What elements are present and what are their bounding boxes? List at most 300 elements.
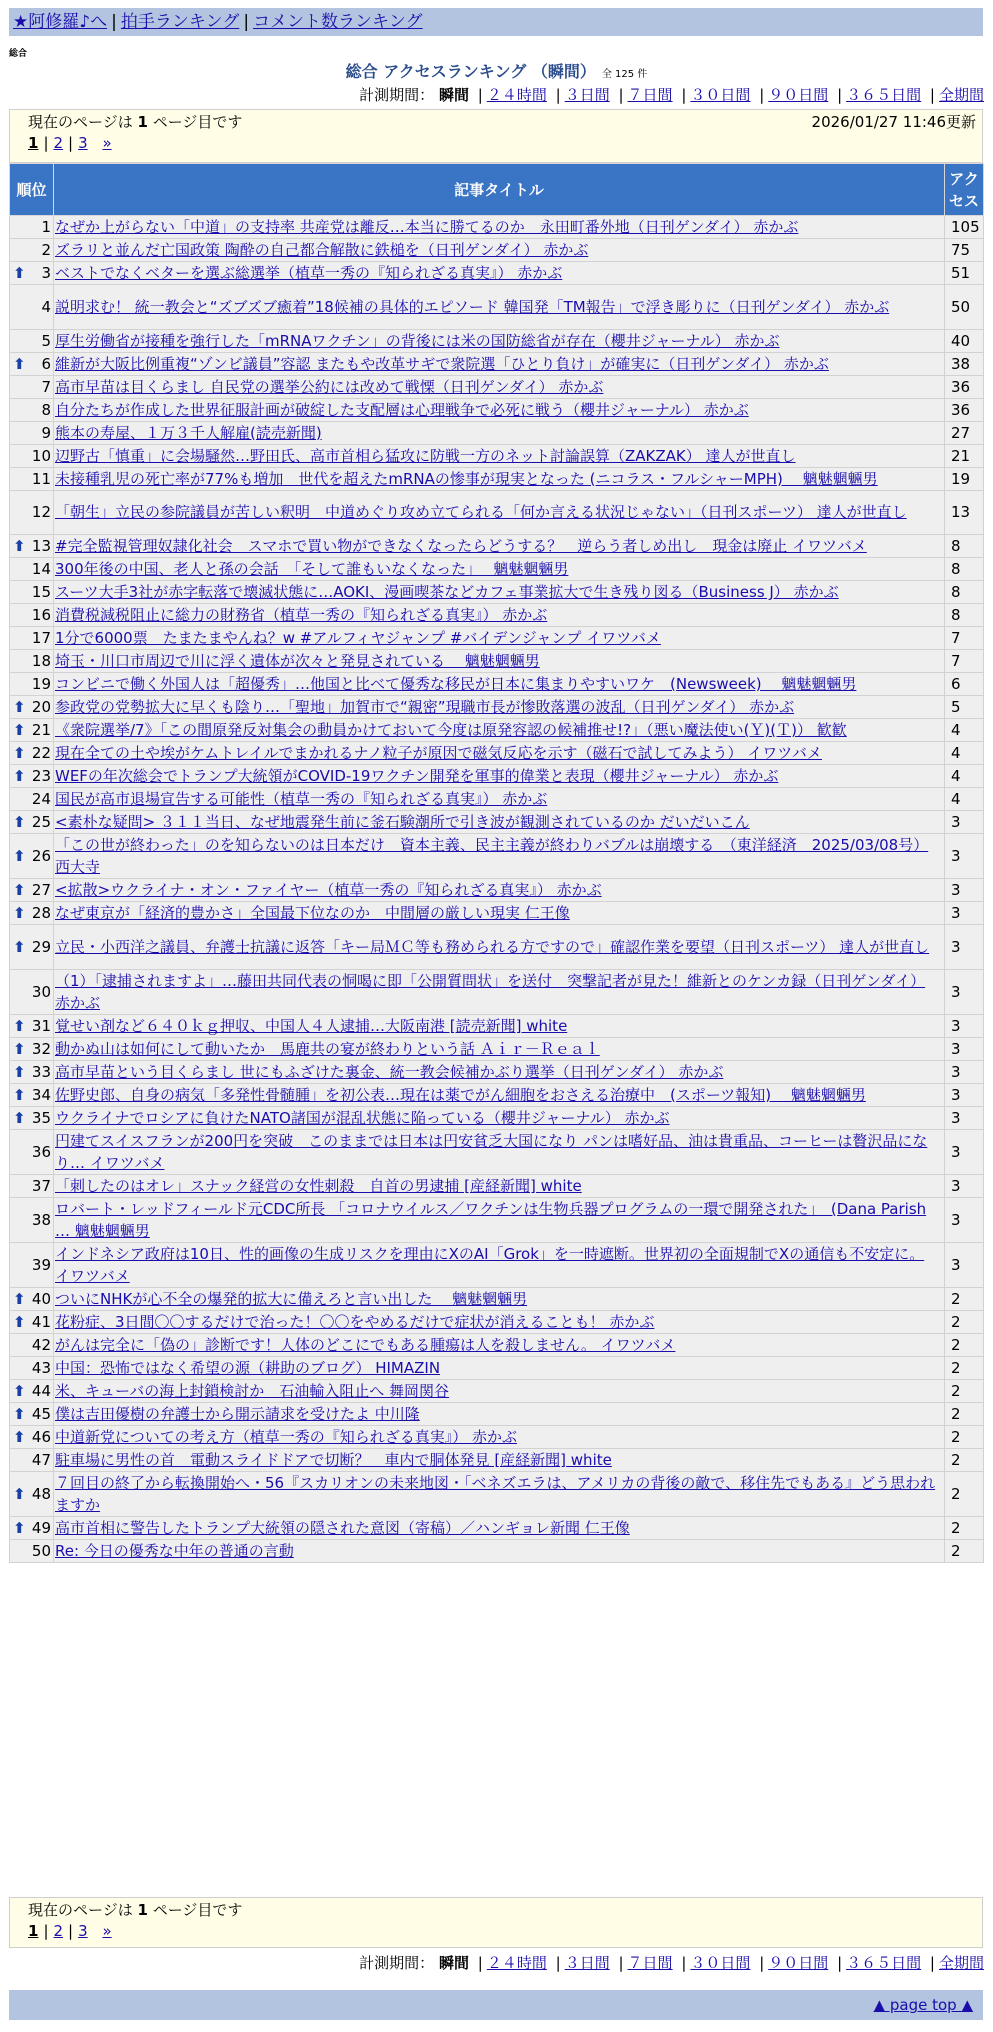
article-title-link[interactable]: ついにNHKが心不全の爆発的拡大に備えろと言い出した 魑魅魍魎男 bbox=[55, 1289, 528, 1308]
rank-number: 44 bbox=[31, 1381, 51, 1400]
page-2-link[interactable]: 2 bbox=[53, 134, 64, 152]
table-row bbox=[10, 1129, 984, 1174]
article-title-link[interactable]: <素朴な疑問> ３１１当日、なぜ地震発生前に釜石験潮所で引き波が観測されているのか だいだいこん bbox=[55, 813, 750, 832]
period-current: 瞬間 bbox=[438, 86, 469, 104]
access-count: 105 bbox=[945, 216, 984, 239]
rank-cell bbox=[10, 216, 54, 239]
article-title-link[interactable]: ズラリと並んだ亡国政策 陶酔の自己都合解散に鉄槌を（日刊ゲンダイ） 赤かぶ bbox=[55, 241, 589, 259]
period-24h-link[interactable]: ２４時間 bbox=[486, 1954, 547, 1972]
period-30d-link[interactable]: ３０日間 bbox=[690, 86, 751, 104]
table-row bbox=[10, 969, 984, 1014]
article-title-link[interactable]: 佐野史郎、自身の病気「多発性骨髄腫」を初公表…現在は薬でがん細胞をおさえる治療中 (スポーツ報知) 魑魅魍魎男 bbox=[55, 1085, 866, 1104]
title-cell bbox=[54, 902, 945, 925]
article-title-link[interactable]: 動かぬ山は如何にして動いたか 馬鹿共の宴が終わりという話 Ａｉｒ－Ｒｅａｌ bbox=[55, 1039, 600, 1058]
rank-number: 31 bbox=[31, 1016, 51, 1035]
title-cell bbox=[54, 1242, 945, 1287]
article-title-link[interactable]: 《衆院選挙/7》「この間原発反対集会の動員かけておいて今度は原発容認の候補推せ!?」（悪い魔法使い(Ｙ)(Ｔ)） 歓歓 bbox=[55, 721, 847, 740]
article-title-link[interactable]: なぜか上がらない「中道」の支持率 共産党は離反…本当に勝てるのか 永田町番外地（日刊ゲンダイ） 赤かぶ bbox=[55, 218, 799, 236]
article-title-link[interactable]: がんは完全に「偽の」診断です！人体のどこにでもある腫瘍は人を殺しません。 イワツバメ bbox=[55, 1335, 676, 1354]
access-count: 2 bbox=[945, 1310, 984, 1333]
title-cell bbox=[54, 719, 945, 742]
asyura-home-link[interactable]: ★阿修羅♪へ bbox=[13, 12, 108, 32]
access-count: 2 bbox=[945, 1516, 984, 1539]
access-count: 3 bbox=[945, 1014, 984, 1037]
page-title-text: 総合 アクセスランキング （瞬間） bbox=[345, 62, 596, 81]
rank-number: 27 bbox=[31, 881, 51, 900]
rank-number: 26 bbox=[31, 847, 51, 866]
rank-cell bbox=[10, 696, 54, 719]
table-row bbox=[10, 1425, 984, 1448]
article-title-link[interactable]: 覚せい剤など６４０ｋｇ押収、中国人４人逮捕…大阪南港 [読売新聞] white bbox=[55, 1016, 568, 1035]
rank-up-arrow-icon: ⬆ bbox=[13, 1016, 26, 1035]
pager-status: 現在のページは 1 ページ目です bbox=[28, 113, 243, 131]
table-row bbox=[10, 444, 984, 467]
article-title-link[interactable]: インドネシア政府は10日、性的画像の生成リスクを理由にXのAI「Grok」を一時遮断。世界初の全面規制でXの通信も不安定に。 イワツバメ bbox=[55, 1244, 925, 1285]
pager-top bbox=[9, 109, 983, 163]
rank-number: 16 bbox=[31, 606, 51, 625]
access-count: 3 bbox=[945, 969, 984, 1014]
rank-up-arrow-icon: ⬆ bbox=[13, 721, 26, 740]
table-row bbox=[10, 1037, 984, 1060]
period-label: 計測期間： bbox=[359, 86, 435, 104]
period-365d-link[interactable]: ３６５日間 bbox=[846, 1954, 922, 1972]
rank-cell bbox=[10, 1471, 54, 1516]
title-cell bbox=[54, 1539, 945, 1562]
title-cell bbox=[54, 673, 945, 696]
updated-timestamp: 2026/01/27 11:46更新 bbox=[811, 113, 976, 131]
table-row bbox=[10, 1014, 984, 1037]
access-count: 3 bbox=[945, 1174, 984, 1197]
title-cell bbox=[54, 1287, 945, 1310]
rank-number: 7 bbox=[41, 377, 51, 396]
rank-number: 35 bbox=[31, 1108, 51, 1127]
nav-separator: | bbox=[243, 12, 250, 32]
access-count: 36 bbox=[945, 398, 984, 421]
table-row bbox=[10, 216, 984, 239]
page-current: 1 bbox=[28, 134, 39, 152]
rank-up-arrow-icon: ⬆ bbox=[13, 1484, 26, 1503]
article-title-link[interactable]: スーツ大手3社が赤字転落で壊滅状態に…AOKI、漫画喫茶などカフェ事業拡大で生き残り図る（Business J） 赤かぶ bbox=[55, 583, 839, 602]
rank-number: 10 bbox=[31, 446, 51, 465]
article-title-link[interactable]: <拡散>ウクライナ・オン・ファイヤー（植草一秀の『知られざる真実』） 赤かぶ bbox=[55, 881, 602, 900]
access-count: 3 bbox=[945, 902, 984, 925]
table-row bbox=[10, 902, 984, 925]
title-cell bbox=[54, 1174, 945, 1197]
title-cell bbox=[54, 398, 945, 421]
table-row bbox=[10, 1333, 984, 1356]
table-row bbox=[10, 1539, 984, 1562]
table-row bbox=[10, 1060, 984, 1083]
title-cell bbox=[54, 925, 945, 970]
header-title: 記事タイトル bbox=[54, 164, 945, 216]
rank-number: 2 bbox=[41, 241, 51, 259]
title-cell bbox=[54, 1129, 945, 1174]
rank-cell bbox=[10, 1539, 54, 1562]
article-title-link[interactable]: 高市早苗は目くらまし 自民党の選挙公約には改めて戦慄（日刊ゲンダイ） 赤かぶ bbox=[55, 377, 604, 396]
access-count: 8 bbox=[945, 535, 984, 558]
access-count: 4 bbox=[945, 765, 984, 788]
period-3d-link[interactable]: ３日間 bbox=[564, 1954, 610, 1972]
period-90d-link[interactable]: ９０日間 bbox=[768, 1954, 829, 1972]
article-title-link[interactable]: 消費税減税阻止に総力の財務省（植草一秀の『知られざる真実』） 赤かぶ bbox=[55, 606, 548, 625]
table-row bbox=[10, 650, 984, 673]
page-3-link[interactable]: 3 bbox=[78, 1922, 88, 1940]
rank-number: 22 bbox=[31, 744, 51, 763]
access-count: 5 bbox=[945, 696, 984, 719]
article-title-link[interactable]: 自分たちが作成した世界征服計画が破綻した支配層は心理戦争で必死に戦う（櫻井ジャーナル） 赤かぶ bbox=[55, 400, 749, 419]
rank-cell bbox=[10, 1402, 54, 1425]
title-cell bbox=[54, 1448, 945, 1471]
rank-up-arrow-icon: ⬆ bbox=[13, 1427, 26, 1446]
title-cell bbox=[54, 581, 945, 604]
article-title-link[interactable]: #完全監視管理奴隷化社会 スマホで買い物ができなくなったらどうする？ 逆らう者しめ出し 現金は廃止 イワツバメ bbox=[55, 537, 867, 556]
title-cell bbox=[54, 969, 945, 1014]
rank-number: 5 bbox=[41, 331, 51, 350]
article-title-link[interactable]: 未接種乳児の死亡率が77%も増加 世代を超えたmRNAの惨事が現実となった (ニコラス・フルシャーMPH) 魑魅魍魎男 bbox=[55, 469, 878, 488]
table-row bbox=[10, 879, 984, 902]
article-title-link[interactable]: 熊本の寿屋、１万３千人解雇(読売新聞) bbox=[55, 423, 322, 442]
rank-cell bbox=[10, 765, 54, 788]
article-title-link[interactable]: ７回目の終了から転換開始へ・56『スカリオンの未来地図・「ベネズエラは、アメリカの背後の敵で、移住先でもある』どう思われますか bbox=[55, 1473, 936, 1514]
table-row bbox=[10, 1356, 984, 1379]
rank-cell bbox=[10, 1310, 54, 1333]
article-title-link[interactable]: 駐車場に男性の首 電動スライドドアで切断？ 車内で胴体発見 [産経新聞] white bbox=[55, 1450, 612, 1469]
period-all-link[interactable]: 全期間 bbox=[938, 86, 984, 104]
table-row bbox=[10, 398, 984, 421]
access-count: 3 bbox=[945, 1060, 984, 1083]
table-row bbox=[10, 1448, 984, 1471]
title-cell bbox=[54, 1106, 945, 1129]
access-count: 2 bbox=[945, 1333, 984, 1356]
rank-up-arrow-icon: ⬆ bbox=[13, 1312, 26, 1331]
article-title-link[interactable]: 高市早苗という目くらまし 世にもふざけた裏金、統一教会候補かぶり選挙（日刊ゲンダイ） 赤かぶ bbox=[55, 1062, 724, 1081]
rank-number: 41 bbox=[31, 1312, 51, 1331]
page-3-link[interactable]: 3 bbox=[78, 134, 88, 152]
title-cell bbox=[54, 765, 945, 788]
access-count: 75 bbox=[945, 239, 984, 262]
access-count: 2 bbox=[945, 1539, 984, 1562]
rank-cell bbox=[10, 490, 54, 535]
rank-cell bbox=[10, 398, 54, 421]
rank-up-arrow-icon: ⬆ bbox=[13, 1404, 26, 1423]
article-title-link[interactable]: 中国：恐怖ではなく希望の源（耕助のブログ） HIMAZIN bbox=[55, 1358, 441, 1377]
rank-cell bbox=[10, 1448, 54, 1471]
rank-up-arrow-icon: ⬆ bbox=[13, 1085, 26, 1104]
page-current: 1 bbox=[28, 1922, 39, 1940]
title-cell bbox=[54, 467, 945, 490]
rank-cell bbox=[10, 650, 54, 673]
article-title-link[interactable]: ロバート・レッドフィールド元CDC所長 「コロナウイルス／ワクチンは生物兵器プログラムの一環で開発された」 (Dana Parish … 魑魅魍魎男 bbox=[55, 1199, 927, 1240]
rank-cell bbox=[10, 1060, 54, 1083]
rank-cell bbox=[10, 1083, 54, 1106]
rank-number: 19 bbox=[31, 675, 51, 694]
access-count: 3 bbox=[945, 834, 984, 879]
page-next-link[interactable]: » bbox=[102, 134, 112, 152]
article-title-link[interactable]: 「この世が終わった」のを知らないのは日本だけ 資本主義、民主主義が終わりバブルは崩壊する （東洋経済 2025/03/08号） 西大寺 bbox=[55, 836, 929, 877]
period-selector-top: 計測期間： 瞬間 | ２４時間 | ３日間 | ７日間 | ３０日間 | ９０日間 | ３６５日間 | 全期間 bbox=[359, 86, 984, 104]
rank-number: 4 bbox=[41, 297, 51, 316]
table-row bbox=[10, 490, 984, 535]
title-cell bbox=[54, 834, 945, 879]
article-title-link[interactable]: 中道新党についての考え方（植草一秀の『知られざる真実』） 赤かぶ bbox=[55, 1427, 517, 1446]
table-row bbox=[10, 765, 984, 788]
rank-number: 1 bbox=[41, 218, 51, 236]
article-title-link[interactable]: 埼玉・川口市周辺で川に浮く遺体が次々と発見されている 魑魅魍魎男 bbox=[55, 652, 540, 671]
access-count: 2 bbox=[945, 1356, 984, 1379]
title-cell bbox=[54, 604, 945, 627]
rank-cell bbox=[10, 1425, 54, 1448]
title-cell bbox=[54, 535, 945, 558]
rank-number: 3 bbox=[41, 264, 51, 282]
table-row bbox=[10, 1083, 984, 1106]
table-header-row bbox=[10, 164, 984, 216]
access-count: 2 bbox=[945, 1379, 984, 1402]
page-next-link[interactable]: » bbox=[102, 1922, 112, 1940]
rank-up-arrow-icon: ⬆ bbox=[13, 767, 26, 786]
rank-cell bbox=[10, 788, 54, 811]
table-row bbox=[10, 581, 984, 604]
title-cell bbox=[54, 352, 945, 375]
title-cell bbox=[54, 1516, 945, 1539]
table-row bbox=[10, 1106, 984, 1129]
title-cell bbox=[54, 811, 945, 834]
article-title-link[interactable]: 300年後の中国、老人と孫の会話 「そして誰もいなくなった」 魑魅魍魎男 bbox=[55, 560, 569, 579]
table-row bbox=[10, 421, 984, 444]
rank-up-arrow-icon: ⬆ bbox=[13, 744, 26, 763]
rank-cell bbox=[10, 581, 54, 604]
rank-cell bbox=[10, 375, 54, 398]
rank-up-arrow-icon: ⬆ bbox=[13, 881, 26, 900]
rank-number: 12 bbox=[31, 503, 51, 522]
rank-cell bbox=[10, 239, 54, 262]
access-count: 8 bbox=[945, 558, 984, 581]
article-title-link[interactable]: 維新が大阪比例重複“ゾンビ議員”容認 またもや改革サギで衆院選「ひとり負け」が確実に（日刊ゲンダイ） 赤かぶ bbox=[55, 354, 829, 373]
table-row bbox=[10, 1242, 984, 1287]
title-cell bbox=[54, 239, 945, 262]
article-title-link[interactable]: 説明求む！ 統一教会と“ズブズブ癒着”18候補の具体的エピソード 韓国発「TM報告」で浮き彫りに（日刊ゲンダイ） 赤かぶ bbox=[55, 297, 890, 316]
article-title-link[interactable]: ウクライナでロシアに負けたNATO諸国が混乱状態に陥っている（櫻井ジャーナル） 赤かぶ bbox=[55, 1108, 670, 1127]
header-access: アクセス bbox=[945, 164, 984, 216]
table-row bbox=[10, 535, 984, 558]
article-title-link[interactable]: なぜ東京が「経済的豊かさ」全国最下位なのか 中間層の厳しい現実 仁王像 bbox=[55, 904, 570, 923]
rank-up-arrow-icon: ⬆ bbox=[13, 537, 26, 556]
rank-up-arrow-icon: ⬆ bbox=[13, 1062, 26, 1081]
top-nav-bar bbox=[9, 8, 983, 36]
title-cell bbox=[54, 490, 945, 535]
rank-number: 23 bbox=[31, 767, 51, 786]
title-cell bbox=[54, 1014, 945, 1037]
table-row bbox=[10, 1402, 984, 1425]
article-title-link[interactable]: （1）「逮捕されますよ」…藤田共同代表の恫喝に即「公開質問状」を送付 突撃記者が見た！維新とのケンカ録（日刊ゲンダイ） 赤かぶ bbox=[55, 971, 926, 1012]
rank-cell bbox=[10, 1174, 54, 1197]
rank-cell bbox=[10, 1014, 54, 1037]
title-cell bbox=[54, 1425, 945, 1448]
rank-cell bbox=[10, 969, 54, 1014]
rank-cell bbox=[10, 1356, 54, 1379]
access-count: 6 bbox=[945, 673, 984, 696]
rank-up-arrow-icon: ⬆ bbox=[13, 264, 26, 282]
rank-cell bbox=[10, 925, 54, 970]
table-row bbox=[10, 467, 984, 490]
rank-cell bbox=[10, 535, 54, 558]
rank-cell bbox=[10, 673, 54, 696]
access-count: 3 bbox=[945, 1197, 984, 1242]
article-title-link[interactable]: 国民が高市退場宣告する可能性（植草一秀の『知られざる真実』） 赤かぶ bbox=[55, 790, 548, 809]
article-title-link[interactable]: コンビニで働く外国人は「超優秀」…他国と比べて優秀な移民が日本に集まりやすいワケ (Newsweek) 魑魅魍魎男 bbox=[55, 675, 857, 694]
access-count: 36 bbox=[945, 375, 984, 398]
title-cell bbox=[54, 1037, 945, 1060]
table-row bbox=[10, 696, 984, 719]
access-count: 8 bbox=[945, 604, 984, 627]
rank-number: 21 bbox=[31, 721, 51, 740]
rank-number: 32 bbox=[31, 1039, 51, 1058]
rank-up-arrow-icon: ⬆ bbox=[13, 847, 26, 866]
article-title-link[interactable]: 立民・小西洋之議員、弁護士抗議に返答「キー局ＭＣ等も務められる方ですので」確認作業を要望（日刊スポーツ） 達人が世直し bbox=[55, 937, 930, 956]
rank-cell bbox=[10, 285, 54, 330]
title-cell bbox=[54, 1197, 945, 1242]
rank-cell bbox=[10, 879, 54, 902]
access-count: 4 bbox=[945, 742, 984, 765]
page-top-link[interactable]: ▲ page top ▲ bbox=[873, 1996, 973, 2014]
period-3d-link[interactable]: ３日間 bbox=[564, 86, 610, 104]
table-row bbox=[10, 262, 984, 285]
rank-cell bbox=[10, 1037, 54, 1060]
rank-number: 11 bbox=[31, 469, 51, 488]
rank-cell bbox=[10, 604, 54, 627]
access-count: 3 bbox=[945, 1083, 984, 1106]
title-cell bbox=[54, 1379, 945, 1402]
page-title bbox=[0, 62, 993, 85]
rank-cell bbox=[10, 834, 54, 879]
access-count: 27 bbox=[945, 421, 984, 444]
table-row bbox=[10, 1287, 984, 1310]
period-7d-link[interactable]: ７日間 bbox=[627, 86, 673, 104]
article-title-link[interactable]: 辺野古「慎重」に会場騒然…野田氏、高市首相ら猛攻に防戦一方のネット討論誤算（ZAKZAK） 達人が世直し bbox=[55, 446, 796, 465]
access-count: 2 bbox=[945, 1402, 984, 1425]
article-title-link[interactable]: 僕は吉田優樹の弁護士から開示請求を受けたよ 中川隆 bbox=[55, 1404, 420, 1423]
access-count: 2 bbox=[945, 1287, 984, 1310]
title-cell bbox=[54, 627, 945, 650]
rank-number: 14 bbox=[31, 560, 51, 579]
access-count: 3 bbox=[945, 1106, 984, 1129]
rank-number: 6 bbox=[41, 354, 51, 373]
rank-cell bbox=[10, 467, 54, 490]
article-title-link[interactable]: WEFの年次総会でトランプ大統領がCOVID-19ワクチン開発を軍事的偉業と表現（櫻井ジャーナル） 赤かぶ bbox=[55, 767, 779, 786]
rank-number: 9 bbox=[41, 423, 51, 442]
rank-number: 30 bbox=[31, 982, 51, 1001]
title-cell bbox=[54, 216, 945, 239]
rank-cell bbox=[10, 421, 54, 444]
header-rank: 順位 bbox=[10, 164, 54, 216]
access-count: 19 bbox=[945, 467, 984, 490]
article-title-link[interactable]: Re: 今日の優秀な中年の普通の言動 bbox=[55, 1541, 294, 1560]
table-row bbox=[10, 811, 984, 834]
article-title-link[interactable]: 米、キューバの海上封鎖検討か 石油輸入阻止へ 舞岡関谷 bbox=[55, 1381, 450, 1400]
rank-number: 29 bbox=[31, 937, 51, 956]
rank-number: 13 bbox=[31, 537, 51, 556]
rank-cell bbox=[10, 1333, 54, 1356]
title-cell bbox=[54, 696, 945, 719]
article-title-link[interactable]: ベストでなくベターを選ぶ総選挙（植草一秀の『知られざる真実』） 赤かぶ bbox=[55, 264, 563, 282]
rank-cell bbox=[10, 627, 54, 650]
rank-cell bbox=[10, 1129, 54, 1174]
title-cell bbox=[54, 558, 945, 581]
table-row bbox=[10, 788, 984, 811]
period-30d-link[interactable]: ３０日間 bbox=[690, 1954, 751, 1972]
access-count: 7 bbox=[945, 650, 984, 673]
article-title-link[interactable]: 厚生労働省が接種を強行した「mRNAワクチン」の背後には米の国防総省が存在（櫻井ジャーナル） 赤かぶ bbox=[55, 331, 780, 350]
rank-cell bbox=[10, 1516, 54, 1539]
table-row bbox=[10, 604, 984, 627]
rank-cell bbox=[10, 1242, 54, 1287]
rank-up-arrow-icon: ⬆ bbox=[13, 813, 26, 832]
article-title-link[interactable]: 参政党の党勢拡大に早くも陰り…「聖地」加賀市で“親密”現職市長が惨敗落選の波乱（日刊ゲンダイ） 赤かぶ bbox=[55, 698, 795, 717]
article-title-link[interactable]: 「朝生」立民の参院議員が苦しい釈明 中道めぐり攻め立てられる「何か言える状況じゃない」（日刊スポーツ） 達人が世直し bbox=[55, 503, 907, 522]
period-90d-link[interactable]: ９０日間 bbox=[768, 86, 829, 104]
article-title-link[interactable]: 1分で6000票 たまたまやんね？w #アルフィヤジャンプ #バイデンジャンプ イワツバメ bbox=[55, 629, 661, 648]
title-cell bbox=[54, 329, 945, 352]
table-row bbox=[10, 375, 984, 398]
table-row bbox=[10, 558, 984, 581]
footer-bar bbox=[9, 1990, 983, 2020]
table-row bbox=[10, 1516, 984, 1539]
table-row bbox=[10, 239, 984, 262]
pager-status: 現在のページは 1 ページ目です bbox=[28, 1901, 243, 1919]
rank-cell bbox=[10, 262, 54, 285]
table-row bbox=[10, 834, 984, 879]
access-count: 40 bbox=[945, 329, 984, 352]
title-cell bbox=[54, 1333, 945, 1356]
rank-number: 37 bbox=[31, 1176, 51, 1195]
pager-bottom bbox=[9, 1897, 983, 1948]
period-24h-link[interactable]: ２４時間 bbox=[486, 86, 547, 104]
table-row bbox=[10, 1174, 984, 1197]
article-title-link[interactable]: 高市首相に警告したトランプ大統領の隠された意図（寄稿）／ハンギョレ新聞 仁王像 bbox=[55, 1518, 630, 1537]
article-title-link[interactable]: 円建てスイスフランが200円を突破 このままでは日本は円安貧乏大国になり パンは嗜好品、油は貴重品、コーヒーは贅沢品になり… イワツバメ bbox=[55, 1131, 928, 1172]
title-cell bbox=[54, 650, 945, 673]
ranking-table bbox=[9, 163, 984, 1563]
title-cell bbox=[54, 285, 945, 330]
article-title-link[interactable]: 花粉症、3日間〇〇するだけで治った！〇〇をやめるだけで症状が消えることも！ 赤かぶ bbox=[55, 1312, 655, 1331]
page-2-link[interactable]: 2 bbox=[53, 1922, 64, 1940]
rank-up-arrow-icon: ⬆ bbox=[13, 937, 26, 956]
rank-cell bbox=[10, 1106, 54, 1129]
article-title-link[interactable]: 現在全ての土や埃がケムトレイルでまかれるナノ粒子が原因で磁気反応を示す（磁石で試してみよう） イワツバメ bbox=[55, 744, 822, 763]
comment-ranking-link[interactable]: コメント数ランキング bbox=[253, 12, 423, 32]
rank-up-arrow-icon: ⬆ bbox=[13, 1289, 26, 1308]
rank-up-arrow-icon: ⬆ bbox=[13, 354, 26, 373]
period-all-link[interactable]: 全期間 bbox=[938, 1954, 984, 1972]
access-count: 21 bbox=[945, 444, 984, 467]
access-count: 4 bbox=[945, 719, 984, 742]
rank-number: 17 bbox=[31, 629, 51, 648]
period-365d-link[interactable]: ３６５日間 bbox=[846, 86, 922, 104]
rank-up-arrow-icon: ⬆ bbox=[13, 1518, 26, 1537]
period-7d-link[interactable]: ７日間 bbox=[627, 1954, 673, 1972]
rank-number: 34 bbox=[31, 1085, 51, 1104]
rank-cell bbox=[10, 352, 54, 375]
table-row bbox=[10, 329, 984, 352]
rank-number: 15 bbox=[31, 583, 51, 602]
access-count: 3 bbox=[945, 811, 984, 834]
rank-number: 48 bbox=[31, 1484, 51, 1503]
rank-up-arrow-icon: ⬆ bbox=[13, 1108, 26, 1127]
access-count: 50 bbox=[945, 285, 984, 330]
rank-number: 49 bbox=[31, 1518, 51, 1537]
applause-ranking-link[interactable]: 拍手ランキング bbox=[120, 12, 240, 32]
table-row bbox=[10, 1471, 984, 1516]
article-title-link[interactable]: 「刺したのはオレ」スナック経営の女性刺殺 自首の男逮捕 [産経新聞] white bbox=[55, 1176, 582, 1195]
